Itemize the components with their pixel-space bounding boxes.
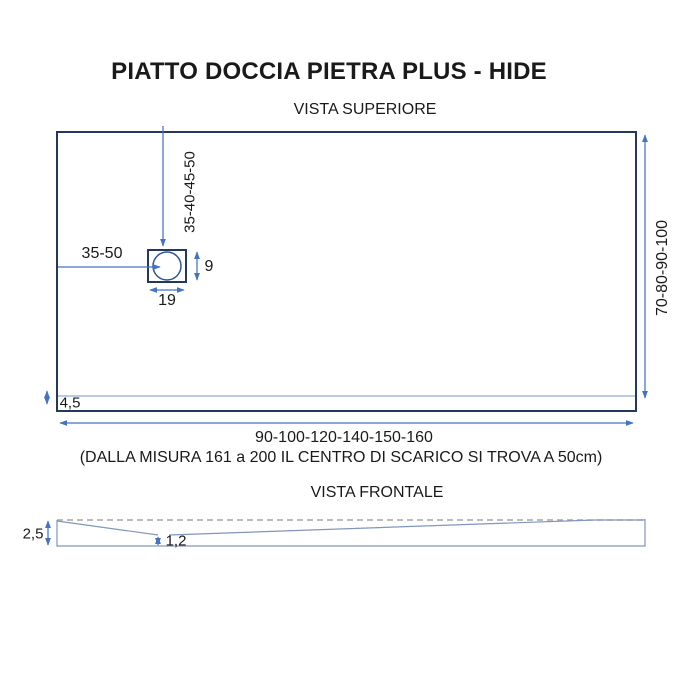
drain-offset-horizontal-dimension: 35-50 (81, 245, 123, 262)
front-profile-outline (57, 519, 645, 546)
top-view-label: VISTA SUPERIORE (293, 101, 437, 118)
tray-depth-dimension: 70-80-90-100 (654, 219, 671, 317)
drain-width-dimension: 19 (158, 292, 176, 309)
border-thickness-dimension: 4,5 (59, 394, 81, 412)
tray-top-outline (57, 132, 636, 411)
front-edge-height-dimension: 2,5 (22, 525, 44, 543)
tray-length-dimension: 90-100-120-140-150-160 (255, 429, 433, 446)
drain-height-dimension: 9 (204, 258, 214, 275)
front-slope-right-line (169, 520, 645, 535)
drain-position-note: (DALLA MISURA 161 a 200 IL CENTRO DI SCARICO SI TROVA A 50cm) (79, 449, 603, 466)
front-drain-depth-dimension: 1,2 (165, 532, 187, 550)
front-view-label: VISTA FRONTALE (310, 484, 444, 501)
page-title: PIATTO DOCCIA PIETRA PLUS - HIDE (111, 58, 547, 85)
drain-offset-vertical-dimension: 35-40-45-50 (181, 151, 199, 233)
front-slope-left-line (57, 521, 158, 535)
